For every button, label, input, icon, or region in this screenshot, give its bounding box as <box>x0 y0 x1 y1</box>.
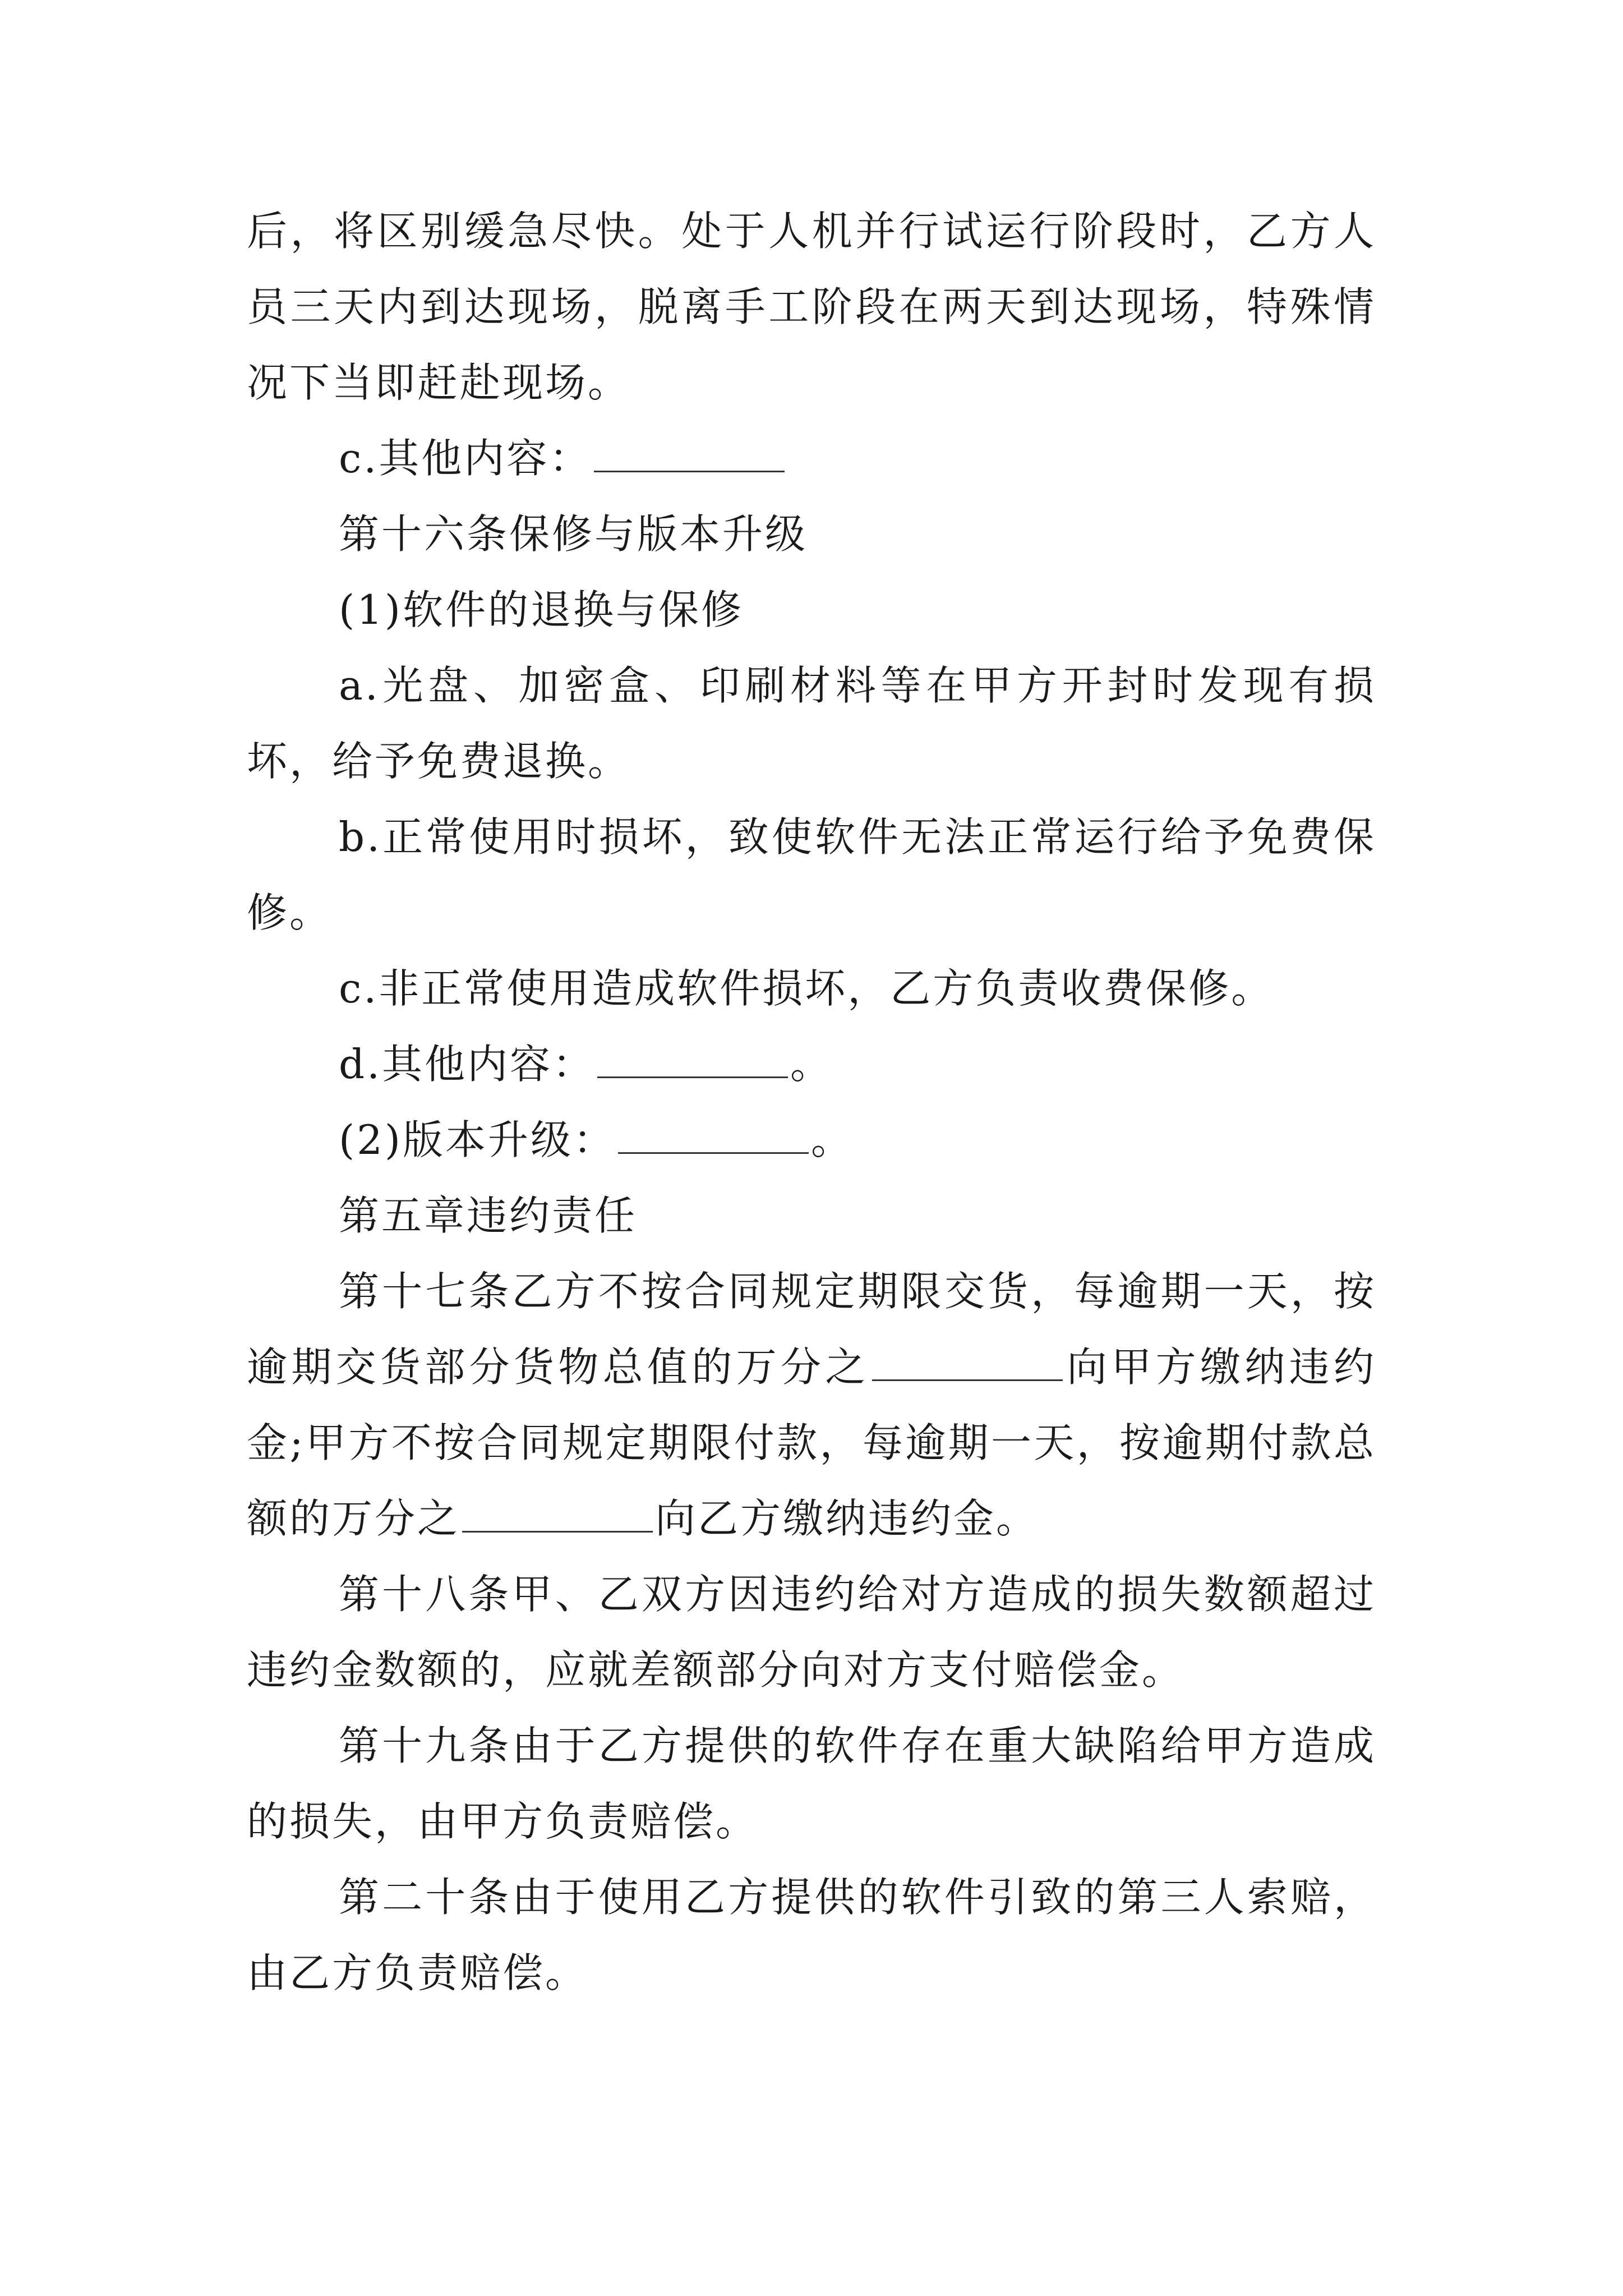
paragraph-text: 第十八条甲、乙双方因违约给对方造成的损失数额超过违约金数额的，应就差额部分向对方支付赔偿金。 <box>247 1571 1376 1694</box>
paragraph-return-repair <box>247 572 1376 648</box>
paragraph-text: 第二十条由于使用乙方提供的软件引致的第三人索赔，由乙方负责赔偿。 <box>247 1874 1376 1996</box>
article-19 <box>247 1708 1376 1860</box>
paragraph-text: (1)软件的退换与保修 <box>339 586 744 633</box>
paragraph-text: 后，将区别缓急尽快。处于人机并行试运行阶段时，乙方人员三天内到达现场，脱离手工阶段在两天到达现场，特殊情况下当即赶赴现场。 <box>247 208 1376 406</box>
paragraph-item-a <box>247 648 1376 799</box>
paragraph-text: 。 <box>811 1116 854 1163</box>
paragraph-text: 第十六条保修与版本升级 <box>339 510 808 558</box>
paragraph-text: (2)版本升级： <box>339 1116 616 1163</box>
chapter-5-heading <box>247 1178 1376 1254</box>
paragraph-version-upgrade <box>247 1102 1376 1178</box>
fill-in-blank <box>462 1497 653 1533</box>
paragraph-text: 向甲方缴纳违约金;甲方不按合同规定期限付款，每逾期一天，按逾期付款总额的万分之 <box>247 1343 1376 1542</box>
fill-in-blank <box>594 437 785 472</box>
paragraph-text: d.其他内容： <box>339 1041 595 1088</box>
article-16-heading <box>247 496 1376 572</box>
paragraph-text: 第五章违约责任 <box>339 1192 638 1239</box>
fill-in-blank <box>872 1346 1063 1381</box>
article-18 <box>247 1557 1376 1708</box>
paragraph-text: 第十七条乙方不按合同规定期限交货，每逾期一天，按逾期交货部分货物总值的万分之 <box>247 1268 1376 1391</box>
paragraph-text: 向乙方缴纳违约金。 <box>655 1495 1039 1542</box>
paragraph-text: c.其他内容： <box>339 435 592 482</box>
paragraph-item-b <box>247 799 1376 951</box>
paragraph-continuation <box>247 194 1376 421</box>
paragraph-text: c.非正常使用造成软件损坏，乙方负责收费保修。 <box>339 965 1274 1012</box>
paragraph-other-content-c <box>247 421 1376 496</box>
paragraph-text: 。 <box>790 1041 833 1088</box>
paragraph-text: b.正常使用时损坏，致使软件无法正常运行给予免费保修。 <box>247 813 1376 936</box>
paragraph-item-d <box>247 1027 1376 1102</box>
article-17 <box>247 1254 1376 1557</box>
paragraph-text: a.光盘、加密盒、印刷材料等在甲方开封时发现有损坏，给予免费退换。 <box>247 662 1376 785</box>
fill-in-blank <box>597 1043 788 1078</box>
fill-in-blank <box>618 1119 809 1154</box>
paragraph-text: 第十九条由于乙方提供的软件存在重大缺陷给甲方造成的损失，由甲方负责赔偿。 <box>247 1722 1376 1845</box>
article-20 <box>247 1860 1376 2011</box>
paragraph-item-c <box>247 951 1376 1027</box>
